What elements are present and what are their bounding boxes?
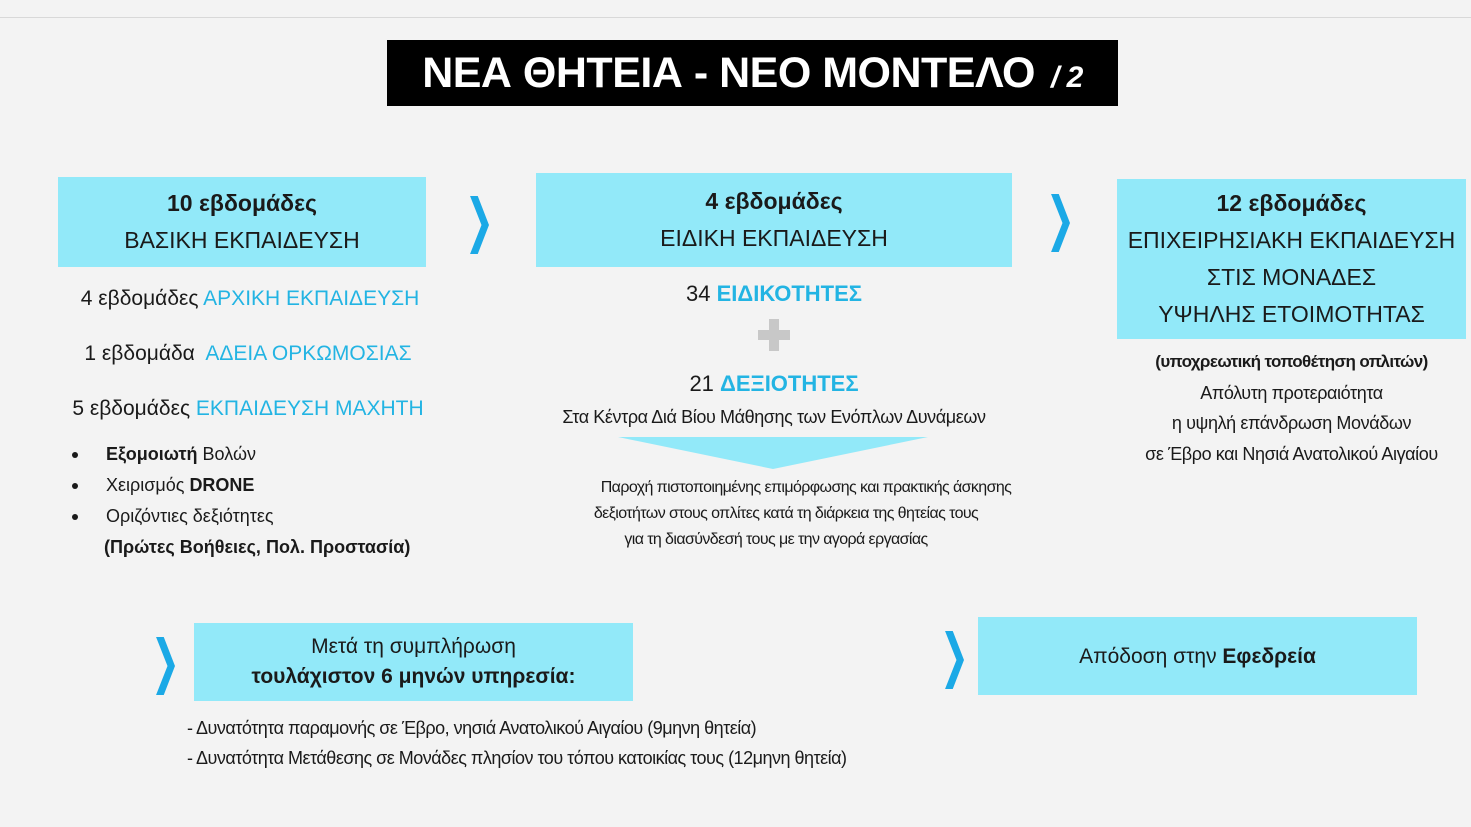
- stage3-note-line: η υψηλή επάνδρωση Μονάδων: [1171, 413, 1412, 433]
- stage2-description-line: για τη διασύνδεσή τους με την αγορά εργασίας: [624, 531, 928, 548]
- stage2-box: [536, 173, 1012, 267]
- bullet-bold: DRONE: [189, 475, 255, 495]
- reserve-prefix: Απόδοση στην: [1079, 644, 1223, 668]
- stage1-item-duration: 1 εβδομάδα: [84, 342, 206, 365]
- reserve-bold: Εφεδρεία: [1222, 644, 1316, 668]
- chevron-right-icon: ❯: [464, 188, 494, 253]
- bullet-bold: Εξομοιωτή: [106, 444, 198, 464]
- skills-label: ΔΕΞΙΟΤΗΤΕΣ: [720, 371, 859, 396]
- completion-option: - Δυνατότητα Μετάθεσης σε Μονάδες πλησίον του τόπου κατοικίας τους (12μηνη θητεία): [187, 748, 847, 768]
- completion-line2: τουλάχιστον 6 μηνών υπηρεσία:: [251, 665, 576, 688]
- stage3-name-line: ΥΨΗΛΗΣ ΕΤΟΙΜΟΤΗΤΑΣ: [1158, 301, 1425, 327]
- bullet-text: Βολών: [197, 444, 257, 464]
- stage3-note-line: σε Έβρο και Νησιά Ανατολικού Αιγαίου: [1145, 444, 1438, 464]
- stage3-note-line: Απόλυτη προτεραιότητα: [1200, 383, 1383, 403]
- completion-box: [194, 623, 633, 701]
- chevron-right-icon: ❯: [939, 623, 969, 688]
- title-main: ΝΕΑ ΘΗΤΕΙΑ - ΝΕΟ ΜΟΝΤΕΛΟ: [422, 48, 1035, 97]
- stage1-bullet-note: (Πρώτες Βοήθειες, Πολ. Προστασία): [104, 537, 411, 557]
- stage1-item: [0, 287, 500, 311]
- stage1-bullet: [106, 506, 274, 527]
- bullet-icon: [72, 452, 78, 458]
- stage1-item: [0, 342, 496, 366]
- bullet-text: Οριζόντιες δεξιότητες: [106, 506, 274, 526]
- title-suffix: / 2: [1050, 61, 1083, 94]
- specialties-label: ΕΙΔΙΚΟΤΗΤΕΣ: [716, 281, 862, 306]
- specialties-count: 34: [686, 281, 711, 306]
- stage1-name: ΒΑΣΙΚΗ ΕΚΠΑΙΔΕΥΣΗ: [124, 227, 360, 253]
- stage3-box: [1117, 179, 1466, 339]
- bullet-icon: [72, 514, 78, 520]
- stage3-name-line: ΣΤΙΣ ΜΟΝΑΔΕΣ: [1206, 264, 1377, 290]
- stage1-item-duration: 4 εβδομάδες: [80, 287, 204, 310]
- stage1-duration: 10 εβδομάδες: [167, 190, 317, 216]
- stage2-description-line: δεξιοτήτων στους οπλίτες κατά τη διάρκεια της θητείας τους: [593, 505, 979, 522]
- stage1-item-duration: 5 εβδομάδες: [72, 397, 196, 420]
- page-title: [387, 40, 1118, 106]
- stage3-name-line: ΕΠΙΧΕΙΡΗΣΙΑΚΗ ΕΚΠΑΙΔΕΥΣΗ: [1127, 227, 1456, 253]
- stage1-item-label: ΑΡΧΙΚΗ ΕΚΠΑΙΔΕΥΣΗ: [203, 287, 420, 310]
- stage1-bullet: [106, 444, 256, 465]
- chevron-right-icon: ❯: [1045, 186, 1075, 251]
- stage1-item-label: ΕΚΠΑΙΔΕΥΣΗ ΜΑΧΗΤΗ: [195, 397, 424, 420]
- stage2-skills: [536, 371, 1012, 397]
- stage1-item-label: ΑΔΕΙΑ ΟΡΚΩΜΟΣΙΑΣ: [205, 342, 412, 365]
- down-triangle-icon: [618, 437, 928, 469]
- completion-option: - Δυνατότητα παραμονής σε Έβρο, νησιά Ανατολικού Αιγαίου (9μηνη θητεία): [187, 718, 757, 738]
- bullet-icon: [72, 483, 78, 489]
- completion-line1: Μετά τη συμπλήρωση: [311, 635, 516, 658]
- stage1-box: [58, 177, 426, 267]
- stage2-centers: Στα Κέντρα Διά Βίου Μάθησης των Ενόπλων Δυνάμεων: [562, 407, 986, 427]
- chevron-right-icon: ❯: [150, 629, 180, 694]
- stage3-duration: 12 εβδομάδες: [1216, 190, 1367, 216]
- stage2-name: ΕΙΔΙΚΗ ΕΚΠΑΙΔΕΥΣΗ: [660, 225, 888, 251]
- plus-icon: [758, 319, 790, 351]
- bullet-text: Χειρισμός: [106, 475, 190, 495]
- skills-count: 21: [689, 371, 714, 396]
- stage3-note-bold: (υποχρεωτική τοποθέτηση οπλιτών): [1155, 352, 1428, 371]
- stage2-specialties: [536, 281, 1012, 307]
- top-divider: [0, 17, 1471, 18]
- stage2-description-line: Παροχή πιστοποιημένης επιμόρφωσης και πρακτικής άσκησης: [600, 479, 1012, 496]
- reserve-box: [978, 617, 1417, 695]
- stage2-duration: 4 εβδομάδες: [705, 188, 843, 214]
- stage1-item: [0, 397, 496, 421]
- stage1-bullet: [106, 475, 254, 496]
